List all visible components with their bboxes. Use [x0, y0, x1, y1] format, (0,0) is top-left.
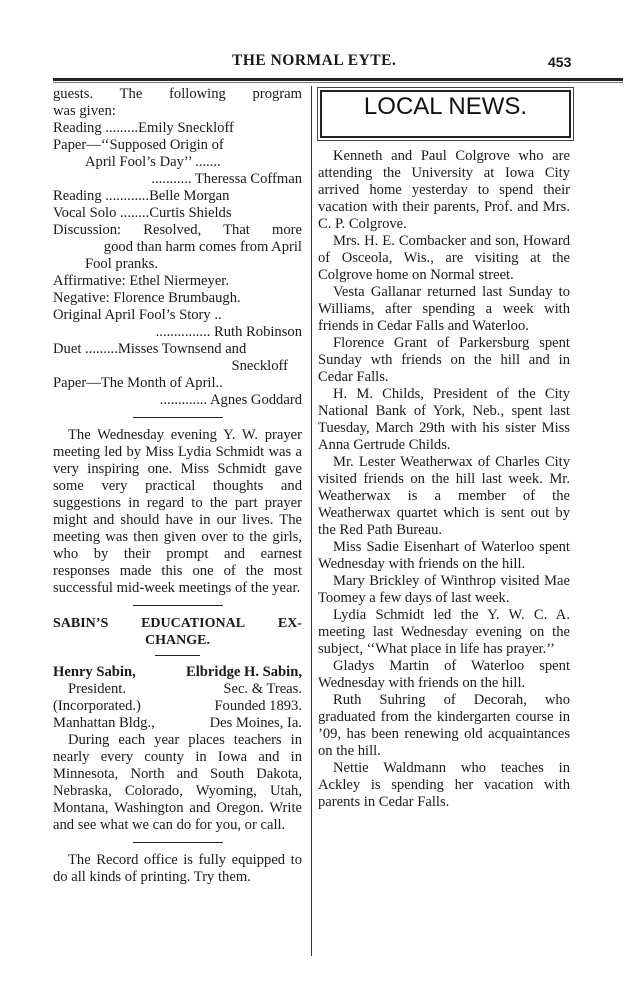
news-item: Miss Sadie Eisenhart of Waterloo spent Wednesday with friends on the hill. — [318, 539, 570, 572]
program-item: Duet .........Misses Townsend and — [53, 341, 247, 357]
news-item: Lydia Schmidt led the Y. W. C. A. meeting last Wednesday evening on the subject, ‘‘What place in life has prayer.’’ — [318, 607, 570, 657]
notice-text: The Record office is fully equipped to do all kinds of printing. Try them. — [53, 852, 302, 885]
local-news-list — [318, 148, 570, 811]
right-column — [318, 86, 570, 811]
ad-roles: President. Sec. & Treas. — [68, 681, 302, 697]
record-office-notice — [53, 852, 302, 886]
ad-body: During each year places teachers in nearly every county in Iowa and in Minnesota, North and South Dakota, Nebraska, Colorado, Wyoming, Utah, Montana, Washington and Oregon. Write and see what we can do for you, or call. — [53, 732, 302, 833]
program-list — [53, 120, 302, 409]
program-item: Paper—‘‘Supposed Origin of — [53, 137, 224, 153]
section-rule — [133, 417, 223, 418]
program-item: Affirmative: Ethel Niermeyer. — [53, 273, 230, 289]
section-rule — [133, 605, 223, 606]
program-item: Fool pranks. — [85, 256, 158, 272]
name-secretary: Elbridge H. Sabin, — [186, 664, 302, 680]
news-item: Mrs. H. E. Combacker and son, Howard of Osceola, Wis., are visiting at the Colgrove home on Normal street. — [318, 233, 570, 283]
news-item: H. M. Childs, President of the City National Bank of York, Neb., spent last Tuesday, March 29th with his sister Miss Anna Gertrude Childs. — [318, 386, 570, 453]
left-column — [53, 86, 302, 886]
yw-prayer-meeting-article — [53, 427, 302, 597]
section-rule — [133, 842, 223, 843]
program-item: April Fool’s Day’’ ....... — [85, 154, 221, 170]
section-title: LOCAL NEWS. — [363, 93, 528, 120]
article-text: The Wednesday evening Y. W. prayer meeting led by Miss Lydia Schmidt was a very inspiring one. Miss Schmidt gave some very practical thoughts and suggestions in regard to the part prayer might and should have in our lives. The meeting was then given over to the girls, who by their prompt and earnest responses made this one of the most successful mid-week meetings of the year. — [53, 427, 302, 596]
ad-names — [53, 664, 302, 681]
news-item: Mary Brickley of Winthrop visited Mae Toomey a few days of last week. — [318, 573, 570, 606]
program-item: Paper—The Month of April.. — [53, 375, 223, 391]
news-item: Ruth Suhring of Decorah, who graduated from the kindergarten course in ’09, has been renewing old acquaintances on the hill. — [318, 692, 570, 759]
ad-incorporated: (Incorporated.) Founded 1893. — [53, 698, 302, 714]
section-rule — [155, 655, 200, 656]
news-item: Kenneth and Paul Colgrove who are attending the University at Iowa City arrived home yesterday to spend their vacation with their parents, Prof. and Mrs. C. P. Colgrove. — [318, 148, 570, 232]
program-item: Sneckloff — [231, 358, 288, 374]
ad-address: Manhattan Bldg., Des Moines, Ia. — [53, 715, 302, 731]
ad-title: SABIN’S EDUCATIONAL EX- CHANGE. — [53, 616, 302, 648]
program-intro-line: was given: — [53, 103, 116, 119]
program-item: Negative: Florence Brumbaugh. — [53, 290, 241, 306]
header-rule-thin — [53, 82, 623, 83]
sabin-advertisement — [53, 615, 302, 834]
news-item: Gladys Martin of Waterloo spent Wednesday with friends on the hill. — [318, 658, 570, 691]
page-number: 453 — [548, 54, 572, 70]
program-item: ........... Theressa Coffman — [151, 171, 302, 187]
program-item: Discussion: Resolved, That more — [53, 222, 302, 238]
column-divider — [311, 86, 312, 956]
program-item: ............. Agnes Goddard — [159, 392, 302, 408]
program-item: Reading ............Belle Morgan — [53, 188, 230, 204]
name-president: Henry Sabin, — [53, 664, 136, 680]
local-news-heading-box — [320, 90, 571, 138]
program-item: Vocal Solo ........Curtis Shields — [53, 205, 232, 221]
page-header — [0, 52, 635, 76]
news-item: Mr. Lester Weatherwax of Charles City visited friends on the hill last week. Mr. Weatherwax is a member of the Weatherwax quartet which is sent out by the Red Path Bureau. — [318, 454, 570, 538]
publication-title: THE NORMAL EYTE. — [232, 52, 397, 69]
news-item: Florence Grant of Parkersburg spent Sunday wth friends on the hill and in Cedar Falls. — [318, 335, 570, 385]
header-rule — [53, 78, 623, 81]
news-item: Nettie Waldmann who teaches in Ackley is spending her vacation with parents in Cedar Falls. — [318, 760, 570, 810]
program-item: Original April Fool’s Story .. — [53, 307, 222, 323]
program-item: Reading .........Emily Sneckloff — [53, 120, 234, 136]
program-intro-line: guests. The following program — [53, 86, 302, 102]
news-item: Vesta Gallanar returned last Sunday to Williams, after spending a week with friends in Cedar Falls and Waterloo. — [318, 284, 570, 334]
program-item: good than harm comes from April — [103, 239, 302, 255]
program-item: ............... Ruth Robinson — [155, 324, 302, 340]
